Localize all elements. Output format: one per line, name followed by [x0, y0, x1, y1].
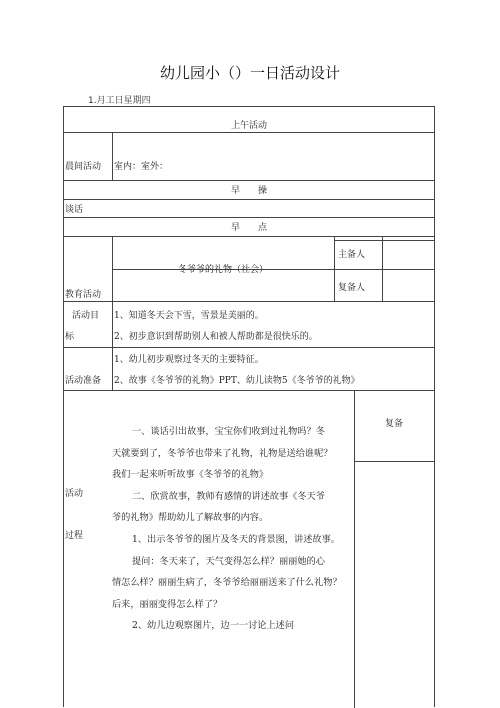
row-divider	[64, 217, 434, 218]
process-line: 爷的礼物》帮助幼儿了解故事的内容。	[112, 512, 269, 524]
process-label-1: 活动	[65, 489, 84, 499]
goal-label-2: 标	[65, 332, 75, 342]
row-divider	[64, 180, 434, 181]
process-line: 后来，丽丽变得怎么样了？	[112, 598, 223, 610]
col-divider	[382, 236, 383, 301]
page-title: 幼儿园小（）一日活动设计	[159, 64, 340, 82]
row-divider	[64, 301, 434, 302]
date-line: 1.月工日星期四	[88, 96, 151, 106]
prep-item: 1、幼儿初步观察过冬天的主要特征。	[114, 355, 264, 365]
prep-label: 活动准备	[65, 376, 102, 386]
process-line: 1、出示冬爷爷的图片及冬天的背景图，讲述故事。	[132, 533, 340, 545]
morning-activity-value: 室内：室外：	[114, 162, 169, 172]
exercise-header: 早 操	[230, 186, 267, 196]
col-divider	[112, 236, 113, 390]
process-label-2: 过程	[65, 531, 84, 541]
activity-table	[63, 106, 435, 707]
row-divider	[64, 347, 434, 348]
process-line: 情怎么样？丽丽生病了，冬爷爷给丽丽送来了什么礼物？	[112, 577, 342, 589]
row-divider	[64, 199, 434, 200]
talk-label: 谈话	[65, 205, 84, 215]
process-line: 2、幼儿边观察图片，边一一讨论上述问	[132, 620, 295, 632]
goal-item: 1、知道冬天会下雪，雪景是美丽的。	[114, 311, 264, 321]
reviewer-label: 复备人	[338, 283, 366, 293]
goal-item: 2、初步意识到帮助别人和被人帮助都是很快乐的。	[114, 332, 318, 342]
morning-activity-label: 晨间活动	[65, 162, 102, 172]
row-divider	[64, 236, 434, 237]
morning-header: 上午活动	[230, 121, 267, 131]
col-divider	[112, 132, 113, 180]
process-line: 天就要到了，冬爷爷也带来了礼物，礼物是送给谁呢？	[112, 447, 333, 459]
goal-label-1: 活动目	[72, 311, 100, 321]
host-label: 主备人	[338, 250, 366, 260]
process-line: 提问：冬天来了，天气变得怎么样？丽丽她的心	[132, 555, 325, 567]
process-line: 一、谈话引出故事，宝宝你们收到过礼物吗？冬	[132, 426, 325, 437]
process-line: 我们一起来听听故事《冬爷爷的礼物》	[112, 469, 269, 481]
row-divider	[354, 461, 434, 462]
edu-topic: 冬爷爷的礼物（社会）	[177, 265, 268, 275]
process-content	[112, 421, 352, 637]
edu-label: 教育活动	[65, 290, 102, 300]
row-divider	[64, 132, 434, 133]
row-divider	[64, 390, 434, 391]
process-line: 二、欣赏故事，教师有感情的讲述故事《冬天爷	[132, 490, 325, 502]
col-divider	[354, 390, 355, 708]
snack-header: 早 点	[230, 223, 267, 233]
col-divider	[334, 236, 335, 301]
review-label: 复备	[384, 419, 403, 429]
prep-item: 2、故事《冬爷爷的礼物》PPT、幼儿读物5《冬爷爷的礼物》	[114, 376, 360, 386]
row-divider	[334, 240, 434, 241]
